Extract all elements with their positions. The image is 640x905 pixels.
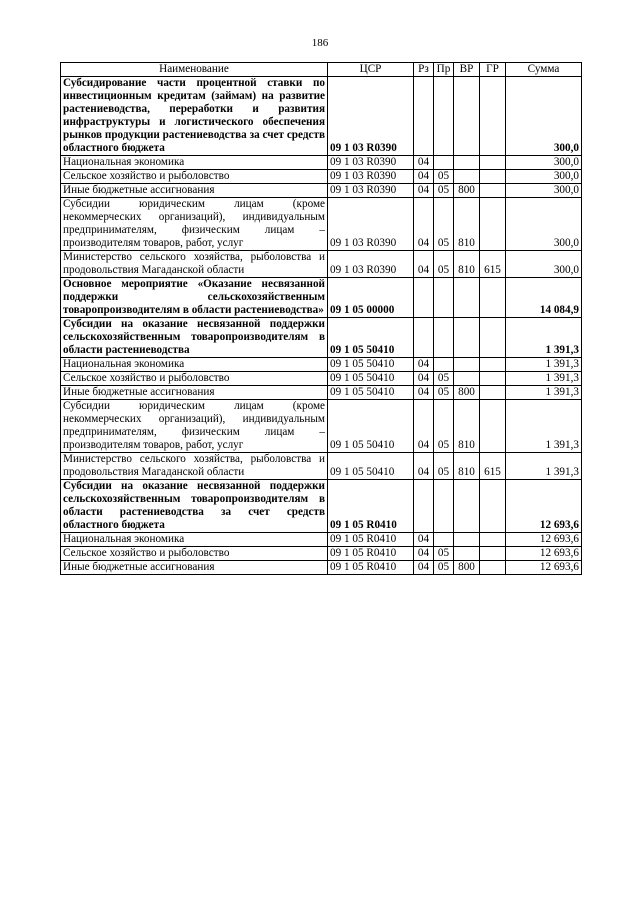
row-gr [480, 547, 506, 561]
row-name: Министерство сельского хозяйства, рыболовства и продовольствия Магаданской области [61, 251, 328, 278]
header-pr: Пр [434, 63, 454, 77]
row-name: Иные бюджетные ассигнования [61, 561, 328, 575]
row-rz: 04 [414, 184, 434, 198]
row-csr: 09 1 05 50410 [328, 400, 414, 453]
row-rz: 04 [414, 561, 434, 575]
table-row [61, 547, 582, 561]
row-gr [480, 386, 506, 400]
row-vr [454, 533, 480, 547]
row-pr [434, 278, 454, 318]
row-name: Сельское хозяйство и рыболовство [61, 170, 328, 184]
row-pr [434, 318, 454, 358]
row-pr [434, 358, 454, 372]
row-vr: 800 [454, 386, 480, 400]
row-rz: 04 [414, 251, 434, 278]
row-vr [454, 170, 480, 184]
row-name: Субсидии на оказание несвязанной поддержки сельскохозяйственным товаропроизводителям в области растениеводства за счет средств областного бюджета [61, 480, 328, 533]
row-sum: 1 391,3 [506, 453, 582, 480]
header-name: Наименование [61, 63, 328, 77]
table-header-row [61, 63, 582, 77]
table-row [61, 400, 582, 453]
row-gr [480, 184, 506, 198]
row-name: Министерство сельского хозяйства, рыболовства и продовольствия Магаданской области [61, 453, 328, 480]
table-row [61, 251, 582, 278]
row-pr [434, 533, 454, 547]
row-pr: 05 [434, 170, 454, 184]
row-sum: 300,0 [506, 156, 582, 170]
row-name: Национальная экономика [61, 533, 328, 547]
header-gr: ГР [480, 63, 506, 77]
row-sum: 14 084,9 [506, 278, 582, 318]
row-csr: 09 1 05 R0410 [328, 480, 414, 533]
budget-table [60, 62, 582, 575]
row-pr: 05 [434, 547, 454, 561]
row-csr: 09 1 05 50410 [328, 358, 414, 372]
table-row [61, 533, 582, 547]
row-vr: 800 [454, 184, 480, 198]
row-sum: 300,0 [506, 198, 582, 251]
row-gr [480, 561, 506, 575]
row-vr: 810 [454, 251, 480, 278]
row-pr: 05 [434, 198, 454, 251]
table-row [61, 453, 582, 480]
row-rz: 04 [414, 170, 434, 184]
row-sum: 12 693,6 [506, 480, 582, 533]
row-name: Основное мероприятие «Оказание несвязанной поддержки сельскохозяйственным товаропроизводителям в области растениеводства» [61, 278, 328, 318]
row-sum: 12 693,6 [506, 561, 582, 575]
row-name: Субсидии юридическим лицам (кроме некоммерческих организаций), индивидуальным предпринимателям, физическим лицам – производителям товаров, работ, услуг [61, 198, 328, 251]
row-gr [480, 156, 506, 170]
row-gr [480, 358, 506, 372]
row-csr: 09 1 05 00000 [328, 278, 414, 318]
row-rz: 04 [414, 547, 434, 561]
row-name: Субсидирование части процентной ставки по инвестиционным кредитам (займам) на развитие растениеводства, переработки и развития инфраструктуры и логистического обеспечения рынков продукции растениеводства за счет средств областного бюджета [61, 77, 328, 156]
row-csr: 09 1 05 50410 [328, 453, 414, 480]
row-pr [434, 77, 454, 156]
row-sum: 300,0 [506, 170, 582, 184]
row-rz: 04 [414, 533, 434, 547]
row-rz: 04 [414, 198, 434, 251]
table-row [61, 561, 582, 575]
row-pr: 05 [434, 400, 454, 453]
row-vr [454, 318, 480, 358]
row-rz [414, 318, 434, 358]
row-csr: 09 1 03 R0390 [328, 170, 414, 184]
table-row [61, 156, 582, 170]
row-gr [480, 318, 506, 358]
row-gr [480, 533, 506, 547]
row-vr: 810 [454, 198, 480, 251]
row-rz [414, 278, 434, 318]
row-vr: 810 [454, 453, 480, 480]
row-vr [454, 358, 480, 372]
row-gr: 615 [480, 251, 506, 278]
table-row [61, 278, 582, 318]
row-vr [454, 372, 480, 386]
row-vr [454, 547, 480, 561]
row-name: Сельское хозяйство и рыболовство [61, 547, 328, 561]
row-sum: 300,0 [506, 184, 582, 198]
row-gr [480, 77, 506, 156]
table-row [61, 318, 582, 358]
row-name: Сельское хозяйство и рыболовство [61, 372, 328, 386]
row-name: Иные бюджетные ассигнования [61, 386, 328, 400]
row-sum: 12 693,6 [506, 547, 582, 561]
table-row [61, 198, 582, 251]
row-vr [454, 480, 480, 533]
row-vr: 800 [454, 561, 480, 575]
table-row [61, 358, 582, 372]
row-rz [414, 480, 434, 533]
row-csr: 09 1 05 R0410 [328, 533, 414, 547]
row-vr [454, 77, 480, 156]
page-number: 186 [311, 37, 329, 49]
row-vr [454, 156, 480, 170]
table-row [61, 372, 582, 386]
row-rz: 04 [414, 453, 434, 480]
table-row [61, 170, 582, 184]
row-csr: 09 1 05 50410 [328, 318, 414, 358]
row-name: Субсидии на оказание несвязанной поддержки сельскохозяйственным товаропроизводителям в области растениеводства [61, 318, 328, 358]
header-sum: Сумма [506, 63, 582, 77]
table-row [61, 386, 582, 400]
row-sum: 1 391,3 [506, 386, 582, 400]
row-sum: 300,0 [506, 251, 582, 278]
row-gr [480, 480, 506, 533]
row-sum: 1 391,3 [506, 372, 582, 386]
row-sum: 1 391,3 [506, 358, 582, 372]
header-vr: ВР [454, 63, 480, 77]
row-vr [454, 278, 480, 318]
row-sum: 1 391,3 [506, 318, 582, 358]
row-pr: 05 [434, 561, 454, 575]
row-sum: 1 391,3 [506, 400, 582, 453]
row-rz: 04 [414, 372, 434, 386]
row-name: Иные бюджетные ассигнования [61, 184, 328, 198]
row-csr: 09 1 05 R0410 [328, 547, 414, 561]
row-pr: 05 [434, 251, 454, 278]
row-gr: 615 [480, 453, 506, 480]
row-pr: 05 [434, 372, 454, 386]
row-gr [480, 372, 506, 386]
row-csr: 09 1 03 R0390 [328, 184, 414, 198]
row-rz: 04 [414, 358, 434, 372]
row-sum: 12 693,6 [506, 533, 582, 547]
row-pr [434, 156, 454, 170]
row-csr: 09 1 05 50410 [328, 372, 414, 386]
row-csr: 09 1 03 R0390 [328, 251, 414, 278]
row-rz: 04 [414, 156, 434, 170]
row-pr [434, 480, 454, 533]
row-vr: 810 [454, 400, 480, 453]
row-pr: 05 [434, 386, 454, 400]
row-gr [480, 198, 506, 251]
row-gr [480, 170, 506, 184]
row-csr: 09 1 05 50410 [328, 386, 414, 400]
row-rz: 04 [414, 400, 434, 453]
row-pr: 05 [434, 453, 454, 480]
row-rz: 04 [414, 386, 434, 400]
row-csr: 09 1 03 R0390 [328, 156, 414, 170]
row-pr: 05 [434, 184, 454, 198]
table-row [61, 77, 582, 156]
table-row [61, 480, 582, 533]
row-csr: 09 1 03 R0390 [328, 77, 414, 156]
table-row [61, 184, 582, 198]
row-csr: 09 1 05 R0410 [328, 561, 414, 575]
row-gr [480, 400, 506, 453]
row-rz [414, 77, 434, 156]
row-name: Субсидии юридическим лицам (кроме некоммерческих организаций), индивидуальным предпринимателям, физическим лицам – производителям товаров, работ, услуг [61, 400, 328, 453]
row-name: Национальная экономика [61, 358, 328, 372]
row-gr [480, 278, 506, 318]
row-csr: 09 1 03 R0390 [328, 198, 414, 251]
header-csr: ЦСР [328, 63, 414, 77]
header-rz: Рз [414, 63, 434, 77]
row-name: Национальная экономика [61, 156, 328, 170]
row-sum: 300,0 [506, 77, 582, 156]
